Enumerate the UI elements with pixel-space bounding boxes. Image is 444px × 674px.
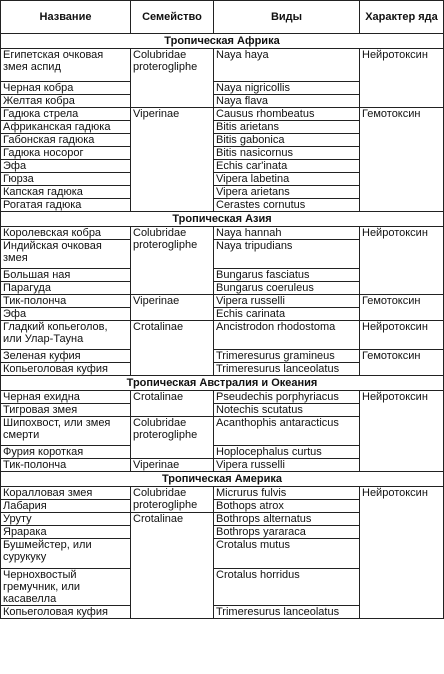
species-cell: Ancistrodon rhodostoma [214, 321, 360, 350]
snake-name: Фурия короткая [1, 446, 131, 459]
family-cell: Viperinae [131, 295, 214, 321]
snake-name: Индийская очковая змея [1, 240, 131, 269]
table-row [1, 227, 444, 240]
species-cell: Bothrops yararaca [214, 526, 360, 539]
table-row [1, 391, 444, 404]
snake-name: Тигровая змея [1, 404, 131, 417]
species-cell: Echis car'inata [214, 160, 360, 173]
species-cell: Crotalus mutus [214, 539, 360, 569]
snake-name: Гадюка стрела [1, 108, 131, 121]
table-row [1, 295, 444, 308]
snake-name: Эфа [1, 308, 131, 321]
snake-name: Лабария [1, 500, 131, 513]
table-row [1, 487, 444, 500]
section-title-america: Тропическая Америка [1, 472, 444, 487]
snake-name: Африканская гадюка [1, 121, 131, 134]
species-cell: Bitis nasicornus [214, 147, 360, 160]
species-cell: Vipera labetina [214, 173, 360, 186]
table-row [1, 49, 444, 82]
snake-name: Королевская кобра [1, 227, 131, 240]
table-row [1, 321, 444, 350]
venom-cell: Нейротоксин [360, 321, 444, 350]
species-cell: Bungarus coeruleus [214, 282, 360, 295]
species-cell: Naya nigricollis [214, 82, 360, 95]
table-row [1, 108, 444, 121]
snake-name: Желтая кобра [1, 95, 131, 108]
snake-name: Гюрза [1, 173, 131, 186]
species-cell: Vipera arietans [214, 186, 360, 199]
species-cell: Trimeresurus lanceolatus [214, 606, 360, 619]
section-title-africa: Тропическая Африка [1, 34, 444, 49]
species-cell: Naya flava [214, 95, 360, 108]
family-cell: Crotalinae [131, 391, 214, 417]
venom-cell: Нейротоксин [360, 227, 444, 295]
species-cell: Naya hannah [214, 227, 360, 240]
species-cell: Echis carinata [214, 308, 360, 321]
venom-cell: Нейротоксин [360, 49, 444, 108]
species-cell: Acanthophis antaracticus [214, 417, 360, 446]
table-row [1, 350, 444, 363]
species-cell: Trimeresurus gramineus [214, 350, 360, 363]
species-cell: Cerastes cornutus [214, 199, 360, 212]
section-row-america [1, 472, 444, 487]
snake-name: Эфа [1, 160, 131, 173]
snake-name: Черная кобра [1, 82, 131, 95]
species-cell: Naya tripudians [214, 240, 360, 269]
snake-name: Гадюка носорог [1, 147, 131, 160]
species-cell: Micrurus fulvis [214, 487, 360, 500]
family-cell: Crotalinae [131, 321, 214, 376]
snake-name: Тик-полонча [1, 459, 131, 472]
section-row-africa [1, 34, 444, 49]
venom-cell: Нейротоксин [360, 487, 444, 619]
species-cell: Bungarus fasciatus [214, 269, 360, 282]
species-cell: Hoplocephalus curtus [214, 446, 360, 459]
species-cell: Bitis arietans [214, 121, 360, 134]
snake-name: Уруту [1, 513, 131, 526]
family-cell: Colubridae proteroglіphe [131, 417, 214, 459]
header-species: Виды [214, 1, 360, 34]
snake-name: Копьеголовая куфия [1, 363, 131, 376]
snake-name: Ярарака [1, 526, 131, 539]
family-cell: Viperinae [131, 108, 214, 212]
family-cell: Colubridae proteroglіphe [131, 49, 214, 108]
species-cell: Bitis gabonica [214, 134, 360, 147]
family-cell: Viperinae [131, 459, 214, 472]
species-cell: Causus rhombeatus [214, 108, 360, 121]
snake-name: Бушмейстер, или сурукуку [1, 539, 131, 569]
snake-name: Большая ная [1, 269, 131, 282]
section-title-asia: Тропическая Азия [1, 212, 444, 227]
venom-cell: Нейротоксин [360, 391, 444, 472]
section-row-asia [1, 212, 444, 227]
species-cell: Notechis scutatus [214, 404, 360, 417]
family-cell: Colubridae proteroglіphe [131, 487, 214, 513]
snake-name: Египетская очковая змея аспид [1, 49, 131, 82]
snake-name: Чернохвостый гремучник, или касавелла [1, 569, 131, 606]
section-row-australia [1, 376, 444, 391]
snake-name: Парагуда [1, 282, 131, 295]
header-venom: Характер яда [360, 1, 444, 34]
snake-name: Шипохвост, или змея смерти [1, 417, 131, 446]
species-cell: Vipera russelli [214, 295, 360, 308]
header-family: Семейство [131, 1, 214, 34]
species-cell: Naya haya [214, 49, 360, 82]
venom-cell: Гемотоксин [360, 350, 444, 376]
species-cell: Vipera russelli [214, 459, 360, 472]
species-cell: Trimeresurus lanceolatus [214, 363, 360, 376]
section-title-australia: Тропическая Австралия и Океания [1, 376, 444, 391]
snake-name: Коралловая змея [1, 487, 131, 500]
snake-name: Копьеголовая куфия [1, 606, 131, 619]
snake-name: Рогатая гадюка [1, 199, 131, 212]
species-cell: Bothops atrox [214, 500, 360, 513]
venom-cell: Гемотоксин [360, 108, 444, 212]
family-cell: Crotalinae [131, 513, 214, 619]
species-cell: Pseudechis porphyriacus [214, 391, 360, 404]
species-cell: Crotalus horridus [214, 569, 360, 606]
family-cell: Colubridae proteroglіphe [131, 227, 214, 295]
header-row [1, 1, 444, 34]
snake-name: Зеленая куфия [1, 350, 131, 363]
snake-name: Габонская гадюка [1, 134, 131, 147]
header-name: Название [1, 1, 131, 34]
species-cell: Bothrops alternatus [214, 513, 360, 526]
venom-cell: Гемотоксин [360, 295, 444, 321]
snake-name: Гладкий копьеголов, или Улар-Тауна [1, 321, 131, 350]
snake-name: Тик-полонча [1, 295, 131, 308]
snake-name: Черная ехидна [1, 391, 131, 404]
snake-name: Капская гадюка [1, 186, 131, 199]
